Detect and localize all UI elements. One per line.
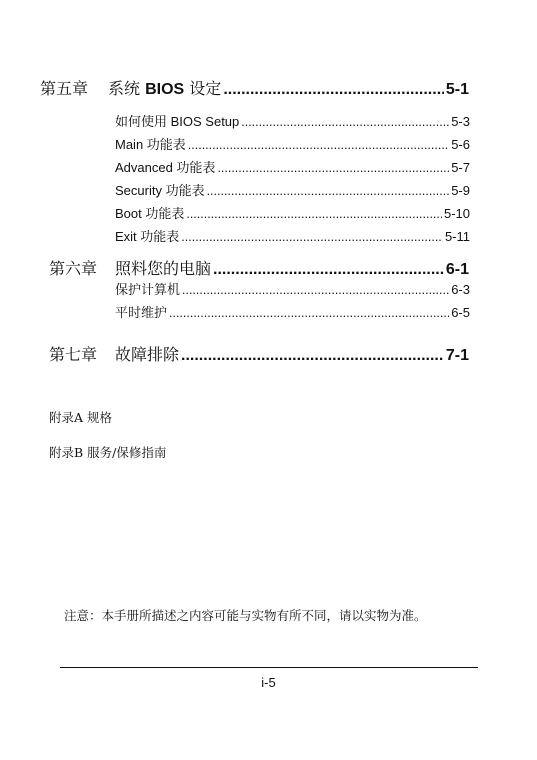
- entry-page: 5-7: [451, 160, 470, 175]
- dot-leader: [181, 347, 444, 365]
- entry-title: Main 功能表: [115, 137, 186, 152]
- entry-page: 6-3: [451, 282, 470, 297]
- dot-leader: [223, 81, 444, 99]
- chapter-number: 第五章: [40, 79, 89, 98]
- toc-entry[interactable]: [115, 226, 470, 245]
- disclaimer-note: 注意：本手册所描述之内容可能与实物有所不同，请以实物为准。: [64, 608, 427, 623]
- page-number: i-5: [261, 675, 276, 690]
- toc-entry[interactable]: [115, 180, 470, 199]
- entry-page: 6-5: [451, 305, 470, 320]
- entry-page: 5-11: [444, 229, 470, 244]
- entry-title: 保护计算机: [115, 282, 181, 297]
- chapter-title: 照料您的电脑: [115, 259, 212, 278]
- toc-chapter-7[interactable]: [49, 342, 469, 365]
- chapter-title: 系统 BIOS 设定: [108, 79, 222, 98]
- entry-title: Boot 功能表: [115, 206, 185, 221]
- entry-page: 5-10: [443, 206, 470, 221]
- appendix-a[interactable]: 附录A 规格: [49, 410, 113, 425]
- entry-title: Advanced 功能表: [115, 160, 216, 175]
- dot-leader: [182, 283, 449, 297]
- toc-entry[interactable]: [115, 134, 470, 153]
- toc-entry[interactable]: [115, 279, 470, 298]
- dot-leader: [169, 306, 449, 320]
- entry-page: 5-3: [451, 114, 470, 129]
- toc-entry[interactable]: [115, 203, 470, 222]
- toc-entry[interactable]: [115, 111, 470, 130]
- toc-entry[interactable]: [115, 157, 470, 176]
- dot-leader: [207, 184, 450, 198]
- entry-title: Security 功能表: [115, 183, 205, 198]
- dot-leader: [217, 161, 449, 175]
- chapter-page: 5-1: [445, 81, 469, 98]
- footer-divider: [60, 667, 478, 668]
- chapter-number: 第六章: [49, 259, 98, 278]
- entry-title: 平时维护: [115, 305, 168, 320]
- dot-leader: [188, 138, 449, 152]
- dot-leader: [241, 115, 449, 129]
- dot-leader: [181, 230, 443, 244]
- chapter-title: 故障排除: [115, 345, 180, 364]
- toc-entry[interactable]: [115, 302, 470, 321]
- entry-title: 如何使用 BIOS Setup: [115, 114, 240, 129]
- chapter-page: 6-1: [445, 261, 469, 278]
- dot-leader: [186, 207, 442, 221]
- dot-leader: [213, 261, 444, 279]
- chapter-page: 7-1: [445, 347, 469, 364]
- entry-page: 5-9: [451, 183, 470, 198]
- toc-chapter-6[interactable]: [49, 256, 469, 279]
- entry-title: Exit 功能表: [115, 229, 180, 244]
- chapter-number: 第七章: [49, 345, 98, 364]
- entry-page: 5-6: [451, 137, 470, 152]
- toc-chapter-5[interactable]: [40, 76, 469, 99]
- appendix-b[interactable]: 附录B 服务/保修指南: [49, 445, 167, 460]
